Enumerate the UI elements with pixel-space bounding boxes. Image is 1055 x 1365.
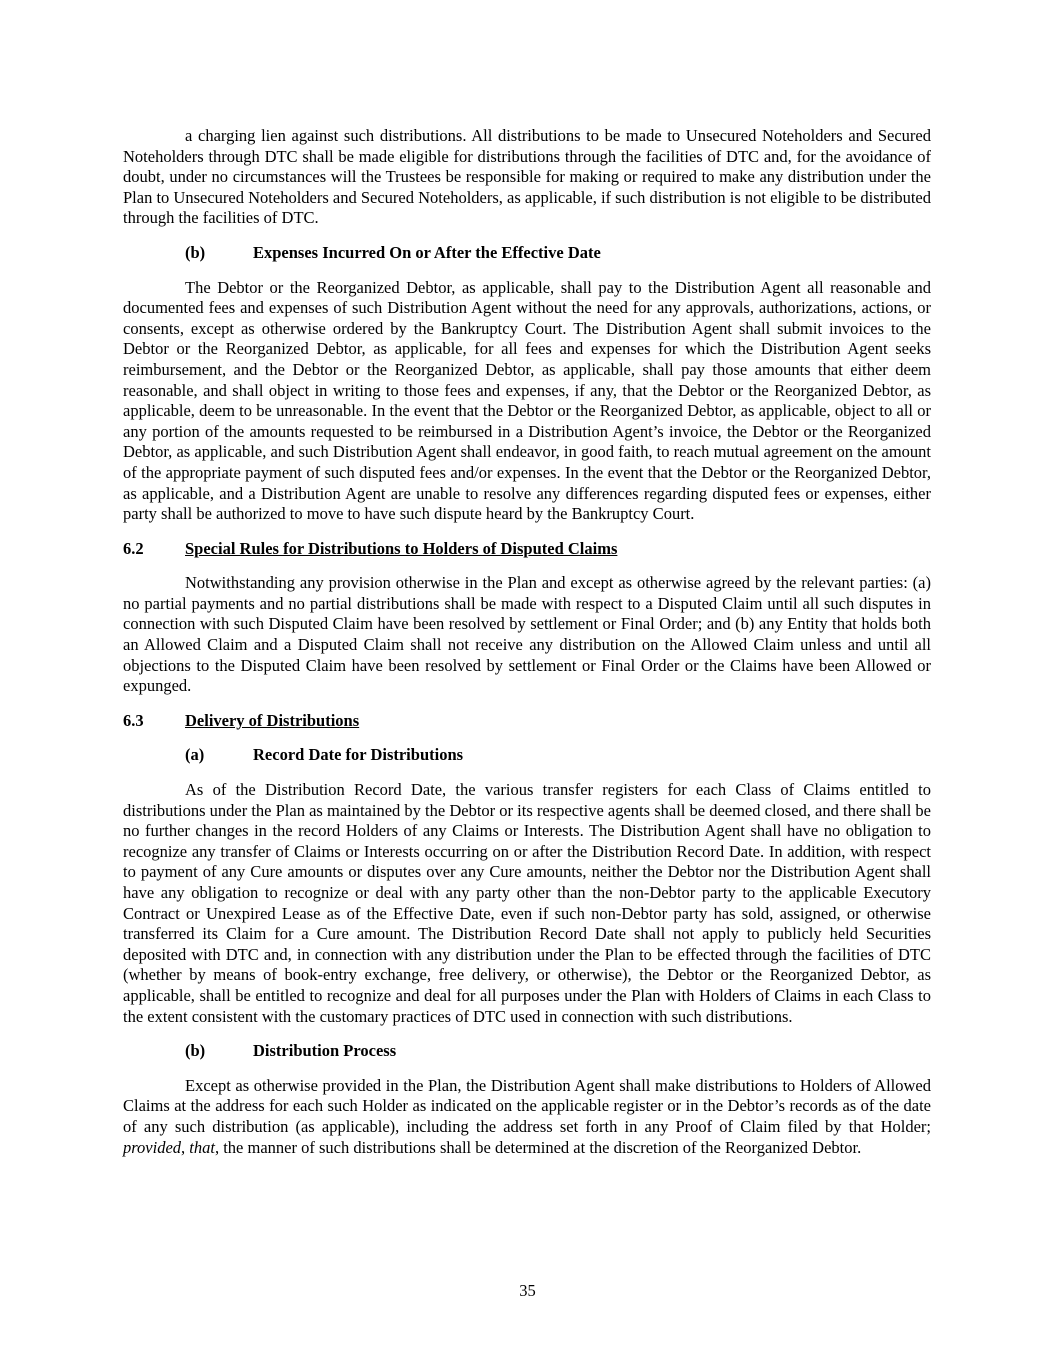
document-page [123, 126, 931, 1172]
paragraph-charging-lien: a charging lien against such distributions. All distributions to be made to Unsecured Noteholders and Secured Noteholders through DTC shall be made eligible for distributions through the facilities of DTC and, for the avoidance of doubt, under no circumstances will the Trustees be responsible for making or required to make any distribution under the Plan to Unsecured Noteholders and Secured Noteholders, as applicable, if such distribution is not eligible to be distributed through the facilities of DTC. [123, 126, 931, 228]
paragraph-record-date: As of the Distribution Record Date, the various transfer registers for each Class of Claims entitled to distributions under the Plan as maintained by the Debtor or its respective agents shall be deemed closed, and there shall be no further changes in the record Holders of any Claims or Interests. The Distribution Agent shall have no obligation to recognize any transfer of Claims or Interests occurring on or after the Distribution Record Date. In addition, with respect to payment of any Cure amounts or disputes over any Cure amounts, neither the Debtor nor the Distribution Agent shall have any obligation to recognize or deal with any party other than the non-Debtor party to the applicable Executory Contract or Unexpired Lease as of the Effective Date, even if such non-Debtor party has sold, assigned, or otherwise transferred its Claim for a Cure amount. The Distribution Record Date shall not apply to publicly held Securities deposited with DTC and, in connection with any distribution under the Plan to be effected through the facilities of DTC (whether by means of book-entry exchange, free delivery, or otherwise), the Debtor or the Reorganized Debtor, as applicable, shall be entitled to recognize and deal for all purposes under the Plan with Holders of Claims in each Class to the extent consistent with the customary practices of DTC used in connection with such distributions. [123, 780, 931, 1026]
paragraph-expenses: The Debtor or the Reorganized Debtor, as applicable, shall pay to the Distribution Agent all reasonable and documented fees and expenses of such Distribution Agent without the need for any approvals, authorizations, actions, or consents, except as otherwise ordered by the Bankruptcy Court. The Distribution Agent shall submit invoices to the Debtor or the Reorganized Debtor, as applicable, for all fees and expenses for which the Distribution Agent seeks reimbursement, and the Debtor or the Reorganized Debtor, as applicable, shall pay those amounts that either deem reasonable, and shall object in writing to those fees and expenses, if any, that the Debtor or the Reorganized Debtor, as applicable, deem to be unreasonable. In the event that the Debtor or the Reorganized Debtor, as applicable, object to all or any portion of the amounts requested to be reimbursed in a Distribution Agent’s invoice, the Debtor or the Reorganized Debtor, as applicable, and such Distribution Agent shall endeavor, in good faith, to reach mutual agreement on the amount of the appropriate payment of such disputed fees and/or expenses. In the event that the Debtor or the Reorganized Debtor, as applicable, and a Distribution Agent are unable to resolve any differences regarding disputed fees or expenses, either party shall be authorized to move to have such dispute heard by the Bankruptcy Court. [123, 277, 931, 524]
section-heading-6-3 [123, 711, 931, 732]
paragraph-text: , [181, 1137, 190, 1157]
italic-provided: provided [123, 1137, 182, 1157]
paragraph-text: Except as otherwise provided in the Plan, the Distribution Agent shall make distributions to Holders of Allowed Claims at the address for each such Holder as indicated on the applicable register or in the Debtor’s records as of the date of any such distribution (as applicable), including the address set forth in any Proof of Claim filed by that Holder; [123, 1075, 931, 1136]
paragraph-text: , the manner of such distributions shall be determined at the discretion of the Reorganized Debtor. [214, 1137, 862, 1157]
heading-title: Record Date for Distributions [253, 745, 464, 765]
heading-title: Expenses Incurred On or After the Effective Date [253, 242, 601, 262]
page-number: 35 [519, 1281, 536, 1300]
paragraph-distribution-process [123, 1076, 931, 1158]
heading-expenses-incurred [123, 243, 931, 264]
section-number: 6.3 [123, 710, 144, 730]
heading-label: (b) [185, 242, 206, 262]
paragraph-special-rules: Notwithstanding any provision otherwise in the Plan and except as otherwise agreed by the relevant parties: (a) no partial payments and no partial distributions shall be made with respect to a Disputed Claim until all such disputes in connection with such Disputed Claim have been resolved by settlement or Final Order; and (b) any Entity that holds both an Allowed Claim and a Disputed Claim shall not receive any distribution on the Allowed Claim unless and until all objections to the Disputed Claim have been resolved by settlement or Final Order or the Claims have been Allowed or expunged. [123, 573, 931, 696]
section-title: Delivery of Distributions [185, 710, 360, 730]
section-number: 6.2 [123, 538, 144, 558]
italic-that: that [189, 1137, 215, 1157]
heading-label: (b) [185, 1041, 206, 1061]
heading-title: Distribution Process [253, 1041, 397, 1061]
section-title: Special Rules for Distributions to Holders of Disputed Claims [185, 538, 618, 558]
heading-distribution-process [123, 1041, 931, 1062]
heading-label: (a) [185, 745, 205, 765]
section-heading-6-2 [123, 539, 931, 560]
heading-record-date [123, 745, 931, 766]
